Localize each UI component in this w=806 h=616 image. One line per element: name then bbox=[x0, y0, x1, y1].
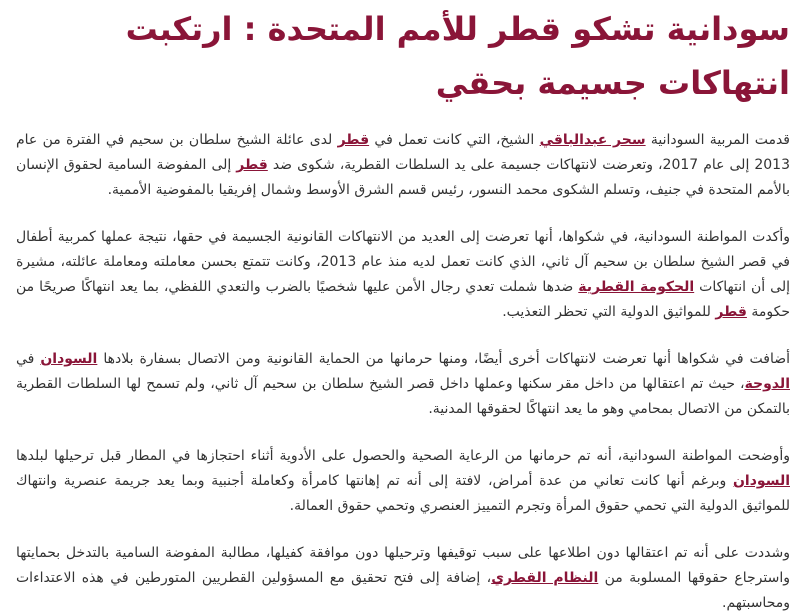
keyword-link[interactable]: سحر عبدالباقي bbox=[539, 132, 646, 148]
paragraph-text: الشيخ، التي كانت تعمل في bbox=[369, 132, 540, 148]
paragraph-text: للمواثيق الدولية التي تحظر التعذيب. bbox=[502, 304, 716, 320]
paragraph-text: ، إضافة إلى فتح تحقيق مع المسؤولين القطريين المتورطين في هذه الاعتداءات ومحاسبتهم. bbox=[16, 570, 790, 611]
article-paragraph bbox=[16, 444, 790, 519]
keyword-link[interactable]: السودان bbox=[40, 351, 98, 367]
keyword-link[interactable]: الحكومة القطرية bbox=[578, 279, 695, 295]
keyword-link[interactable]: السودان bbox=[732, 473, 790, 489]
article-paragraph bbox=[16, 128, 790, 203]
article-paragraph bbox=[16, 347, 790, 422]
keyword-link[interactable]: الدوحة bbox=[744, 376, 790, 392]
paragraph-text: قدمت المربية السودانية bbox=[645, 132, 790, 148]
keyword-link[interactable]: قطر bbox=[236, 157, 268, 173]
paragraph-text: في bbox=[16, 351, 41, 367]
paragraph-text: أضافت في شكواها أنها تعرضت لانتهاكات أخرى أيضًا، ومنها حرمانها من الحماية القانونية ومن الاتصال بسفارة بلادها bbox=[97, 351, 790, 367]
paragraph-text: لدى عائلة الشيخ سلطان بن سحيم في الفترة من عام 2013 إلى عام 2017، وتعرضت لانتهاكات جسيمة على يد السلطات القطرية، شكوى ضد bbox=[16, 132, 790, 173]
paragraph-text: وشددت على أنه تم اعتقالها دون اطلاعها على سبب توقيفها وترحيلها دون موافقة كفيلها، مطالبة المفوضة السامية بالتدخل بحمايتها واسترجاع حقوقها المسلوبة من bbox=[16, 545, 790, 586]
keyword-link[interactable]: النظام القطري bbox=[491, 570, 599, 586]
article-body bbox=[16, 128, 790, 616]
keyword-link[interactable]: قطر bbox=[715, 304, 747, 320]
paragraph-text: وأكدت المواطنة السودانية، في شكواها، أنها تعرضت إلى العديد من الانتهاكات القانونية الجسيمة في حقها، نتيجة عملها كمربية أطفال في قصر الشيخ سلطان بن سحيم آل ثاني، الذي كانت تعمل لديه منذ عام 2013، وكانت تتمتع بحسن معاملته ومعاملة عائلته، مشيرة إلى أن انتهاكات bbox=[16, 229, 790, 295]
keyword-link[interactable]: قطر bbox=[337, 132, 370, 148]
paragraph-text: وأوضحت المواطنة السودانية، أنه تم حرمانها من الرعاية الصحية والحصول على الأدوية أثناء احتجازها في المطار قبل ترحيلها لبلدها bbox=[16, 448, 790, 464]
paragraph-text: ضدها شملت تعدي رجال الأمن عليها شخصيًا بالضرب والتعدي اللفظي، بما يعد انتهاكًا صريحًا من حكومة bbox=[16, 279, 790, 320]
paragraph-text: إلى المفوضة السامية لحقوق الإنسان بالأمم المتحدة في جنيف، وتسلم الشكوى محمد النسور، رئيس قسم الشرق الأوسط وشمال إفريقيا بالمفوضية الأممية. bbox=[16, 157, 790, 198]
paragraph-text: وبرغم أنها كانت تعاني من عدة أمراض، لافتة إلى أنه تم إهانتها كامرأة وكعاملة أجنبية وبما يعد جريمة عنصرية وانتهاك للمواثيق الدولية التي تحمي حقوق المرأة وتجرم التمييز العنصري وتحمي حقوق العمالة. bbox=[16, 473, 790, 514]
paragraph-text: ، حيث تم اعتقالها من داخل مقر سكنها وعملها داخل قصر الشيخ سلطان بن سحيم آل ثاني، ولم تسمح لها السلطات القطرية بالتمكن من الاتصال بمحامي وهو ما يعد انتهاكًا لحقوقها المدنية. bbox=[16, 376, 790, 417]
article-paragraph bbox=[16, 541, 790, 616]
article-paragraph bbox=[16, 225, 790, 325]
article-headline: سودانية تشكو قطر للأمم المتحدة : ارتكبت انتهاكات جسيمة بحقي bbox=[125, 10, 790, 102]
